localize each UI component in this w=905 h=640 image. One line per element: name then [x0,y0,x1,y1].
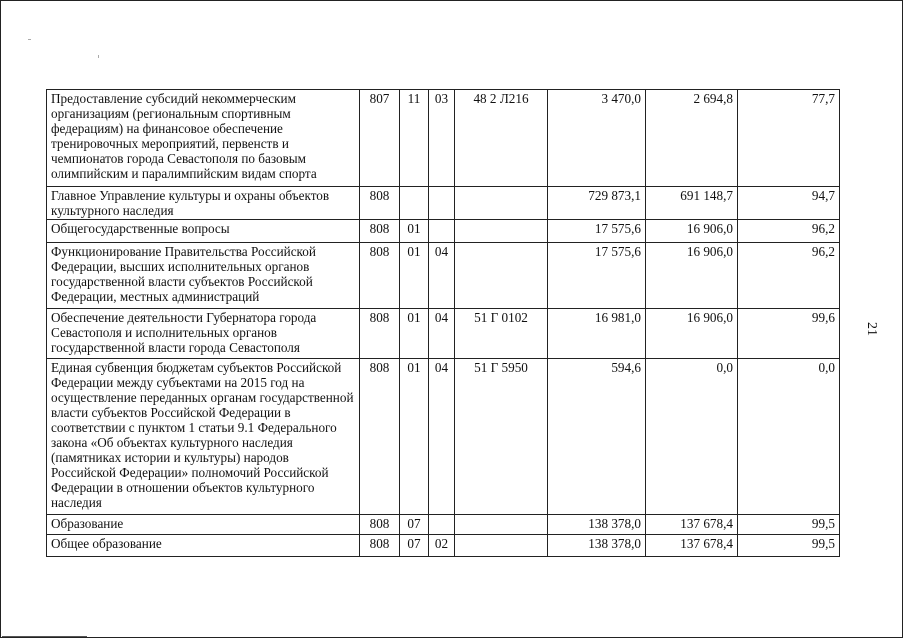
table-row [47,359,840,515]
row-target-code [455,243,548,309]
row-section-code [400,187,429,220]
row-section-code: 07 [400,535,429,557]
row-target-code [455,535,548,557]
row-target-code [455,220,548,243]
table-row [47,309,840,359]
row-plan: 17 575,6 [548,243,646,309]
row-dept-code: 807 [360,90,400,187]
row-section-code: 11 [400,90,429,187]
row-percent: 96,2 [738,220,840,243]
row-target-code: 51 Г 5950 [455,359,548,515]
row-subsection-code: 04 [429,359,455,515]
row-name: Общегосударственные вопросы [47,220,360,243]
row-target-code [455,187,548,220]
row-dept-code: 808 [360,309,400,359]
row-plan: 138 378,0 [548,515,646,535]
row-plan: 3 470,0 [548,90,646,187]
row-fact: 137 678,4 [646,535,738,557]
row-section-code: 01 [400,309,429,359]
page-number: 21 [864,322,879,336]
row-fact: 2 694,8 [646,90,738,187]
row-name: Образование [47,515,360,535]
row-dept-code: 808 [360,243,400,309]
row-plan: 16 981,0 [548,309,646,359]
row-name: Главное Управление культуры и охраны объектов культурного наследия [47,187,360,220]
table-row [47,187,840,220]
row-fact: 16 906,0 [646,220,738,243]
row-fact: 16 906,0 [646,243,738,309]
row-dept-code: 808 [360,515,400,535]
table-row [47,515,840,535]
row-name: Функционирование Правительства Российской Федерации, высших исполнительных органов государственной власти субъектов Российской Федерации, местных администраций [47,243,360,309]
row-plan: 138 378,0 [548,535,646,557]
row-subsection-code: 04 [429,243,455,309]
row-target-code: 51 Г 0102 [455,309,548,359]
row-percent: 99,6 [738,309,840,359]
row-section-code: 01 [400,243,429,309]
row-dept-code: 808 [360,220,400,243]
row-subsection-code: 03 [429,90,455,187]
row-plan: 729 873,1 [548,187,646,220]
row-percent: 99,5 [738,515,840,535]
scan-mark [98,55,99,58]
row-fact: 16 906,0 [646,309,738,359]
row-percent: 77,7 [738,90,840,187]
row-subsection-code [429,220,455,243]
row-section-code: 07 [400,515,429,535]
row-section-code: 01 [400,359,429,515]
row-subsection-code [429,187,455,220]
table-row [47,243,840,309]
footer-rule [2,636,87,637]
table-row [47,535,840,557]
row-dept-code: 808 [360,359,400,515]
row-plan: 17 575,6 [548,220,646,243]
row-subsection-code [429,515,455,535]
row-name: Обеспечение деятельности Губернатора города Севастополя и исполнительных органов государственной власти города Севастополя [47,309,360,359]
row-percent: 94,7 [738,187,840,220]
row-fact: 691 148,7 [646,187,738,220]
table-row [47,220,840,243]
row-section-code: 01 [400,220,429,243]
row-target-code: 48 2 Л216 [455,90,548,187]
row-name: Общее образование [47,535,360,557]
row-name: Единая субвенция бюджетам субъектов Российской Федерации между субъектами на 2015 год на осуществление переданных органам государственной власти субъектов Российской Федерации в соответствии с пунктом 1 статьи 9.1 Федерального закона «Об объектах культурного наследия (памятниках истории и культуры) народов Российской Федерации» полномочий Российской Федерации в отношении объектов культурного наследия [47,359,360,515]
budget-table [46,89,840,557]
row-plan: 594,6 [548,359,646,515]
row-name: Предоставление субсидий некоммерческим организациям (региональным спортивным федерациям) на финансовое обеспечение тренировочных мероприятий, первенств и чемпионатов города Севастополя по базовым олимпийским и паралимпийским видам спорта [47,90,360,187]
row-fact: 137 678,4 [646,515,738,535]
row-percent: 0,0 [738,359,840,515]
row-target-code [455,515,548,535]
table-row [47,90,840,187]
scan-mark [28,39,31,40]
row-dept-code: 808 [360,535,400,557]
row-percent: 99,5 [738,535,840,557]
row-dept-code: 808 [360,187,400,220]
row-percent: 96,2 [738,243,840,309]
row-subsection-code: 02 [429,535,455,557]
row-subsection-code: 04 [429,309,455,359]
row-fact: 0,0 [646,359,738,515]
